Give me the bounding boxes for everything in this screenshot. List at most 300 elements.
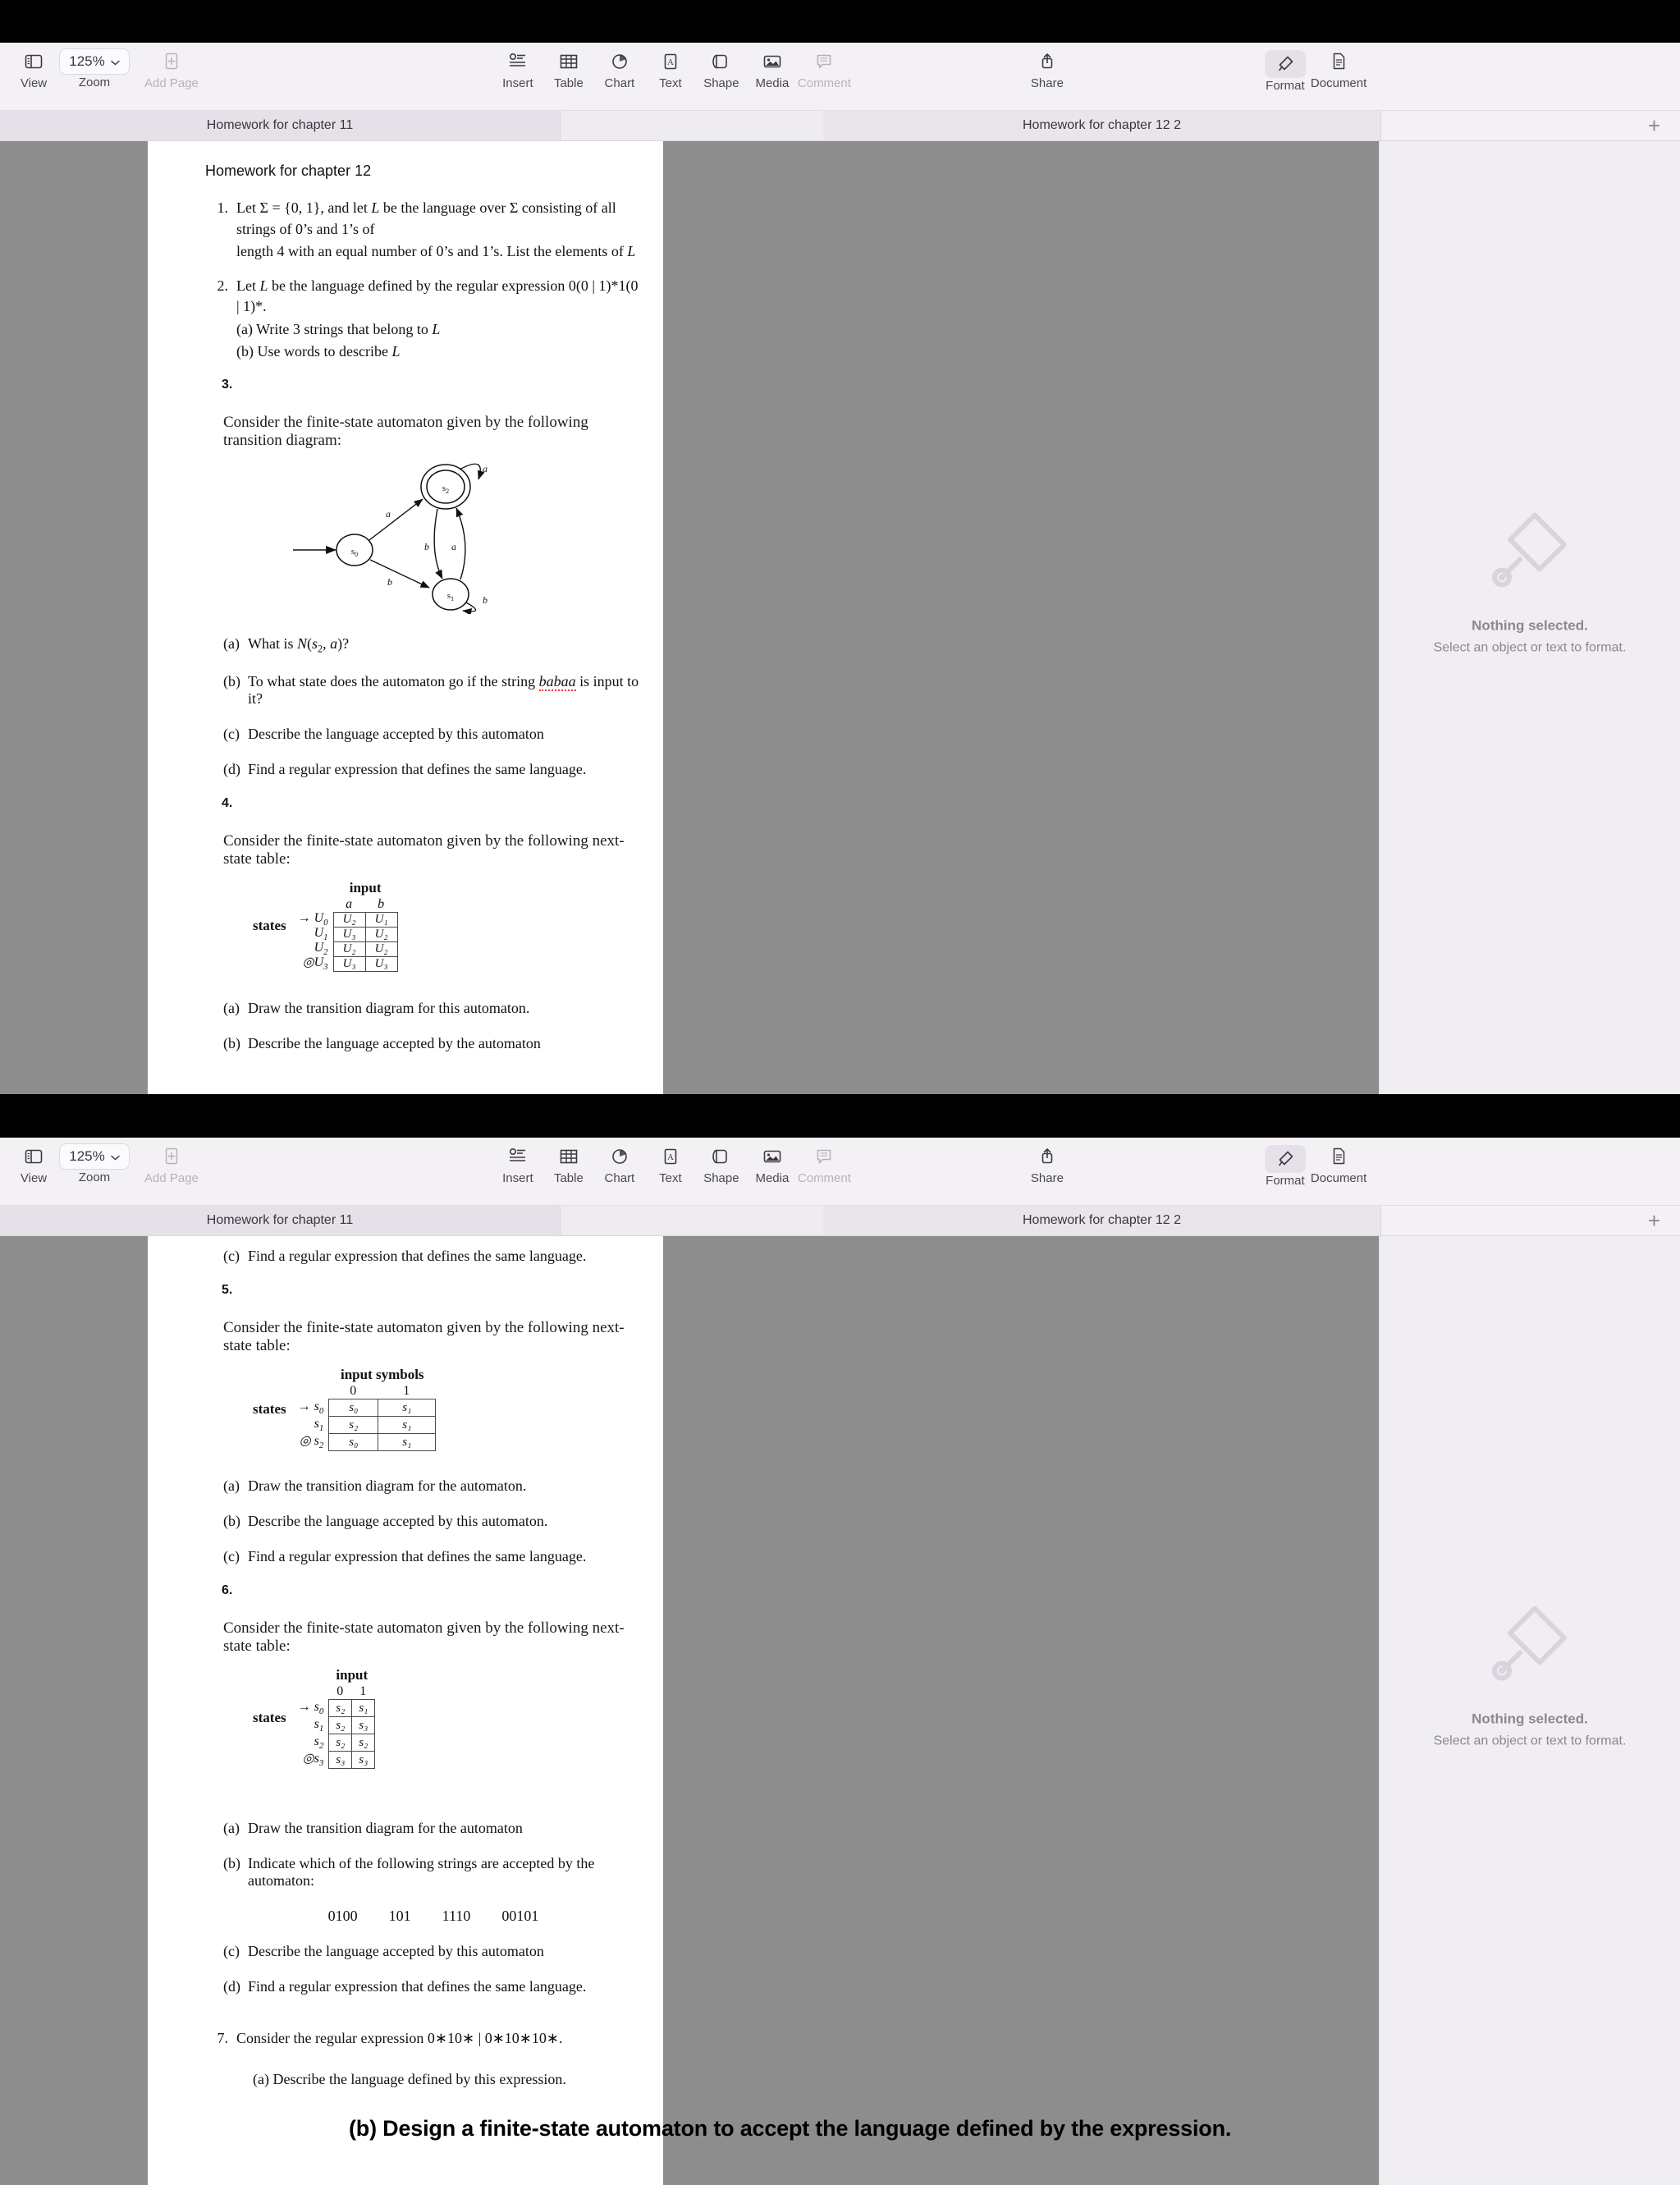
question-2 xyxy=(205,276,643,363)
insert-icon xyxy=(508,48,528,76)
svg-text:a: a xyxy=(386,507,391,520)
shape-button[interactable] xyxy=(696,43,747,90)
q5-b xyxy=(223,1513,643,1530)
cell: s₂ xyxy=(329,1700,352,1717)
text-label: Text xyxy=(659,1171,682,1185)
shape-button[interactable] xyxy=(696,1138,747,1185)
q5-a-label: (a) xyxy=(223,1477,240,1494)
q3-c-label: (c) xyxy=(223,726,240,743)
canvas-filler xyxy=(811,141,1379,1094)
sidebar-icon xyxy=(25,1143,43,1170)
q2-sub-b xyxy=(236,341,643,363)
insert-button[interactable] xyxy=(492,1138,543,1185)
question-6-number: 6. xyxy=(222,1583,233,1597)
test-string: 101 xyxy=(388,1908,411,1924)
row-label-1: $s_1$ xyxy=(314,1717,324,1734)
q1-line2-L: L xyxy=(627,243,636,260)
row-label-3: $◎U_3$ xyxy=(302,955,328,973)
add-page-icon xyxy=(163,48,180,76)
table4-col-b: b xyxy=(378,897,385,912)
states-label: states xyxy=(253,1710,286,1725)
table5-body xyxy=(328,1399,436,1451)
svg-text:A: A xyxy=(666,1152,674,1162)
q7-a-text: (a) Describe the language defined by this expression. xyxy=(253,2070,566,2087)
table5-col-0: 0 xyxy=(350,1384,357,1398)
q6-b-text: Indicate which of the following strings are accepted by the automaton: xyxy=(248,1855,595,1889)
question-text xyxy=(236,198,643,263)
insert-label: Insert xyxy=(502,76,533,90)
q6-c xyxy=(223,1943,643,1960)
q1-line2-a: length 4 with an equal number of 0’s and 1’s. List the elements of xyxy=(236,243,628,260)
text-button[interactable] xyxy=(645,1138,696,1185)
document-tab-chapter-12-2[interactable] xyxy=(823,111,1381,140)
document-button[interactable] xyxy=(1311,1138,1366,1185)
q3-c xyxy=(223,726,643,743)
states-label: states xyxy=(253,1400,286,1417)
document-button[interactable] xyxy=(1311,43,1366,90)
comment-label: Comment xyxy=(797,1171,851,1185)
tab-strip-filler xyxy=(1381,1206,1680,1235)
cell: U₂ xyxy=(333,913,365,928)
table-row xyxy=(333,913,397,928)
paintbrush-placeholder-icon xyxy=(1484,504,1576,600)
media-button[interactable] xyxy=(747,1138,798,1185)
format-panel-title: Nothing selected. xyxy=(1472,1711,1588,1727)
pages-window-bottom xyxy=(0,1138,1680,2185)
question-4c xyxy=(223,1248,643,1265)
q1-part-a: Let Σ = {0, 1}, and let xyxy=(236,199,372,216)
row-label-2: $U_2$ xyxy=(314,940,328,958)
shape-icon xyxy=(712,1143,731,1170)
document-tab-strip-top xyxy=(0,111,1680,141)
format-panel-subtitle: Select an object or text to format. xyxy=(1433,1734,1627,1748)
misspelled-word: babaa xyxy=(538,673,576,690)
media-button[interactable] xyxy=(747,43,798,90)
q2-sub-a xyxy=(236,319,643,341)
row-label-3: $◎s_3$ xyxy=(302,1752,324,1769)
question-6-prose: Consider the finite-state automaton given by the following next-state table: xyxy=(223,1619,625,1655)
page-title: Homework for chapter 12 xyxy=(205,163,372,179)
question-6-sublist xyxy=(223,1820,643,1995)
add-page-label: Add Page xyxy=(144,1171,199,1185)
question-3-sublist xyxy=(223,635,643,779)
add-page-label: Add Page xyxy=(144,76,199,90)
question-7-text: Consider the regular expression 0∗10∗ | 0∗10∗10∗. xyxy=(236,2030,563,2046)
cell: s₂ xyxy=(352,1734,375,1752)
zoom-label: Zoom xyxy=(78,76,111,89)
share-label: Share xyxy=(1030,76,1064,90)
table-label: Table xyxy=(553,1171,584,1185)
table6-col-1: 1 xyxy=(359,1684,367,1698)
table-row xyxy=(329,1434,436,1451)
cell: s₀ xyxy=(329,1434,378,1451)
q6-c-text: Describe the language accepted by this automaton xyxy=(248,1943,544,1959)
cell: U₃ xyxy=(333,957,365,972)
svg-text:s1: $s_1$ xyxy=(446,590,455,602)
row-label-2: $s_2$ xyxy=(314,1734,324,1752)
table5-row-labels xyxy=(298,1368,324,1450)
q2-b-text: (b) Use words to describe xyxy=(236,343,392,360)
tab-label: Homework for chapter 11 xyxy=(206,118,354,132)
q3-a-s: s xyxy=(312,634,318,652)
q5-b-label: (b) xyxy=(223,1513,240,1529)
q4-a-label: (a) xyxy=(223,1000,240,1017)
q4-c-text: Find a regular expression that defines the same language. xyxy=(248,1248,587,1264)
q3-b-label: (b) xyxy=(223,673,240,690)
cell: s₃ xyxy=(352,1752,375,1769)
row-label-0: → $s_0$ xyxy=(297,1399,324,1417)
media-label: Media xyxy=(755,76,790,90)
new-tab-button[interactable]: + xyxy=(1647,113,1660,138)
table5-column-headers xyxy=(328,1384,436,1399)
toolbar-bottom xyxy=(0,1138,1680,1206)
share-icon xyxy=(1038,48,1056,76)
middle-black-bar xyxy=(0,1094,1680,1138)
q4-b-label: (b) xyxy=(223,1035,240,1052)
next-state-table-5 xyxy=(253,1367,643,1451)
paintbrush-icon xyxy=(1265,1145,1306,1173)
q6-test-strings xyxy=(223,1908,643,1925)
share-button[interactable] xyxy=(1022,1138,1073,1185)
table6-group-header: input xyxy=(336,1667,369,1683)
shape-label: Shape xyxy=(703,76,739,90)
table4-column-headers xyxy=(333,897,398,912)
q2-a-text: (a) Write 3 strings that belong to xyxy=(236,320,433,337)
document-tab-strip-bottom xyxy=(0,1206,1680,1236)
media-icon xyxy=(762,48,782,76)
table-icon xyxy=(559,48,579,76)
test-string: 1110 xyxy=(442,1908,471,1924)
q6-a xyxy=(223,1820,643,1837)
q3-d-label: (d) xyxy=(223,761,240,778)
q3-a-a: a xyxy=(330,634,338,652)
q6-d xyxy=(223,1978,643,1995)
toolbar-top xyxy=(0,43,1680,111)
q4-c xyxy=(223,1248,643,1265)
q4-b xyxy=(223,1035,643,1052)
q4-b-text: Describe the language accepted by the automaton xyxy=(248,1035,541,1052)
share-label: Share xyxy=(1030,1171,1064,1185)
q5-a-text: Draw the transition diagram for the automaton. xyxy=(248,1477,527,1494)
add-page-icon xyxy=(163,1143,180,1170)
new-tab-button[interactable]: + xyxy=(1647,1208,1660,1233)
question-5-prose: Consider the finite-state automaton given by the following next-state table: xyxy=(223,1319,625,1354)
cell: s₃ xyxy=(352,1717,375,1734)
text-button[interactable] xyxy=(645,43,696,90)
question-number: 1. xyxy=(217,199,228,216)
table-label: Table xyxy=(553,76,584,90)
row-label-1: $U_1$ xyxy=(314,925,328,943)
q2-a-L: L xyxy=(432,320,441,337)
row-label-1: $s_1$ xyxy=(314,1417,324,1434)
cell: s₂ xyxy=(329,1734,352,1752)
tab-gap xyxy=(561,1206,823,1235)
zoom-label: Zoom xyxy=(78,1170,111,1184)
q4-c-label: (c) xyxy=(223,1248,240,1264)
format-button[interactable] xyxy=(1260,1138,1311,1188)
add-page-button[interactable] xyxy=(144,43,199,90)
table-row xyxy=(333,928,397,942)
canvas-left-margin xyxy=(0,141,148,1094)
q3-a-N: N xyxy=(297,634,308,652)
q3-a-t1: What is xyxy=(248,634,297,652)
svg-text:A: A xyxy=(666,57,674,67)
q3-a xyxy=(223,635,643,656)
q5-c-text: Find a regular expression that defines the same language. xyxy=(248,1548,587,1564)
cell: s₂ xyxy=(329,1417,378,1434)
view-label: View xyxy=(20,1171,48,1185)
cell: s₁ xyxy=(378,1434,436,1451)
q3-d xyxy=(223,761,643,778)
tab-strip-filler xyxy=(1381,111,1680,140)
zoom-value: 125% xyxy=(69,1148,105,1164)
cell: U₃ xyxy=(333,928,365,942)
question-3-prose: Consider the finite-state automaton given by the following transition diagram: xyxy=(223,413,588,449)
question-4-sublist xyxy=(223,1000,643,1052)
table6-column-headers xyxy=(328,1684,375,1699)
share-icon xyxy=(1038,1143,1056,1170)
top-black-bar xyxy=(0,0,1680,43)
chevron-down-icon xyxy=(111,53,120,70)
text-label: Text xyxy=(659,76,682,90)
format-panel-subtitle: Select an object or text to format. xyxy=(1433,640,1627,655)
q2-part-a: Let xyxy=(236,277,260,294)
paintbrush-icon xyxy=(1265,50,1306,78)
canvas-right-margin xyxy=(663,1236,811,2185)
add-page-button[interactable] xyxy=(144,1138,199,1185)
q2-italic-L: L xyxy=(259,277,268,294)
q3-a-t4: )? xyxy=(337,634,350,652)
tab-label: Homework for chapter 12 2 xyxy=(1023,118,1181,132)
table-row xyxy=(329,1417,436,1434)
q1-part-c: be the language over Σ consisting of all strings of 0’s and 1’s of xyxy=(236,199,616,237)
chevron-down-icon xyxy=(111,1148,120,1165)
row-label-2: ◎ $s_2$ xyxy=(299,1434,324,1451)
q5-c-label: (c) xyxy=(223,1548,240,1564)
question-5-number: 5. xyxy=(222,1283,233,1297)
table6-col-0: 0 xyxy=(336,1684,344,1698)
format-panel-title: Nothing selected. xyxy=(1472,617,1588,634)
media-icon xyxy=(762,1143,782,1170)
q3-b-text xyxy=(248,673,643,708)
cell: s₃ xyxy=(329,1752,352,1769)
cell: s₁ xyxy=(378,1417,436,1434)
question-list xyxy=(205,198,643,363)
next-state-table-4 xyxy=(253,880,643,972)
q2-part-c: be the language defined by the regular expression 0(0 | 1)*1(0 | 1)*. xyxy=(236,277,639,315)
question-text xyxy=(236,276,643,363)
table-row xyxy=(329,1700,375,1717)
table6-body xyxy=(328,1699,375,1769)
q3-c-text: Describe the language accepted by this automaton xyxy=(248,726,544,743)
comment-label: Comment xyxy=(797,76,851,90)
table-icon xyxy=(559,1143,579,1170)
q7-a xyxy=(253,2071,643,2088)
document-label: Document xyxy=(1310,76,1367,90)
view-label: View xyxy=(20,76,48,90)
document-page-top[interactable] xyxy=(148,141,663,1094)
chart-button[interactable] xyxy=(594,1138,645,1185)
view-button[interactable] xyxy=(8,1138,59,1185)
cell: U₂ xyxy=(333,942,365,957)
question-number: 2. xyxy=(217,277,228,294)
q3-a-text xyxy=(248,635,349,656)
question-1 xyxy=(205,198,643,263)
q6-d-label: (d) xyxy=(223,1978,240,1995)
q6-c-label: (c) xyxy=(223,1943,240,1959)
svg-text:b: b xyxy=(483,593,488,606)
q3-a-t3: , xyxy=(323,634,331,652)
cell: s₀ xyxy=(329,1399,378,1417)
q3-a-t2: ( xyxy=(307,634,313,652)
format-panel-bottom xyxy=(1379,1236,1680,2185)
q3-b xyxy=(223,673,643,708)
format-panel-top xyxy=(1379,141,1680,1094)
svg-text:b: b xyxy=(424,540,429,552)
text-box-icon xyxy=(661,1143,680,1170)
q1-line2 xyxy=(236,241,643,263)
transition-diagram xyxy=(205,458,643,614)
q6-a-text: Draw the transition diagram for the automaton xyxy=(248,1820,523,1836)
view-button[interactable] xyxy=(8,43,59,90)
q2-b-L: L xyxy=(391,343,401,360)
q5-a xyxy=(223,1477,643,1495)
zoom-value: 125% xyxy=(69,53,105,69)
svg-text:a: a xyxy=(451,540,456,552)
q4-a xyxy=(223,1000,643,1017)
question-number: 7. xyxy=(217,2030,228,2046)
format-label: Format xyxy=(1266,79,1305,93)
zoom-dropdown[interactable] xyxy=(59,1143,129,1170)
document-tab-chapter-12-2[interactable] xyxy=(823,1206,1381,1235)
test-string: 0100 xyxy=(327,1908,358,1924)
canvas-area-top xyxy=(0,141,1680,1094)
q1-italic-L: L xyxy=(371,199,380,216)
q5-c xyxy=(223,1548,643,1565)
shape-icon xyxy=(712,48,731,76)
row-label-0: → $s_0$ xyxy=(297,1700,324,1717)
chart-icon xyxy=(610,1143,629,1170)
chart-button[interactable] xyxy=(594,43,645,90)
next-state-table-6 xyxy=(253,1667,643,1769)
q6-d-text: Find a regular expression that defines the same language. xyxy=(248,1978,587,1995)
media-label: Media xyxy=(755,1171,790,1185)
table-row xyxy=(329,1717,375,1734)
q3-d-text: Find a regular expression that defines the same language. xyxy=(248,761,587,778)
table-row xyxy=(329,1752,375,1769)
cell: U₃ xyxy=(365,957,397,972)
table4-body xyxy=(333,912,398,972)
q6-b-label: (b) xyxy=(223,1855,240,1871)
table4-group-header: input xyxy=(349,880,382,896)
question-4-number: 4. xyxy=(222,796,233,811)
table4-col-a: a xyxy=(346,897,353,912)
canvas-right-margin xyxy=(663,141,811,1094)
table-row xyxy=(333,957,397,972)
svg-text:b: b xyxy=(387,575,392,588)
overlay-caption: (b) Design a finite-state automaton to accept the language defined by the expression. xyxy=(349,2116,1232,2141)
cell: s₁ xyxy=(352,1700,375,1717)
cell: U₂ xyxy=(365,928,397,942)
insert-label: Insert xyxy=(502,1171,533,1185)
svg-text:a: a xyxy=(483,462,488,474)
table-row xyxy=(329,1734,375,1752)
table5-col-1: 1 xyxy=(403,1384,410,1398)
q3-a-sub: 2 xyxy=(318,643,323,655)
fsa-svg xyxy=(277,458,572,614)
svg-text:s2: $s_2$ xyxy=(442,483,450,495)
q5-b-text: Describe the language accepted by this automaton. xyxy=(248,1513,548,1529)
shape-label: Shape xyxy=(703,1171,739,1185)
table-button[interactable] xyxy=(543,1138,594,1185)
sidebar-icon xyxy=(25,48,43,76)
canvas-filler xyxy=(811,1236,1379,2185)
comment-icon xyxy=(814,1143,834,1170)
tab-label: Homework for chapter 11 xyxy=(206,1213,354,1227)
table4-row-labels xyxy=(297,882,328,973)
pages-window-top xyxy=(0,43,1680,1094)
share-button[interactable] xyxy=(1022,43,1073,90)
document-page-bottom[interactable] xyxy=(148,1236,663,2185)
question-4-prose: Consider the finite-state automaton given by the following next-state table: xyxy=(223,832,625,868)
chart-icon xyxy=(610,48,629,76)
table-button[interactable] xyxy=(543,43,594,90)
chart-label: Chart xyxy=(604,1171,635,1185)
tab-gap xyxy=(561,111,823,140)
document-tab-chapter-11[interactable] xyxy=(0,1206,561,1235)
tab-label: Homework for chapter 12 2 xyxy=(1023,1213,1181,1227)
canvas-area-bottom xyxy=(0,1236,1680,2185)
text-box-icon xyxy=(661,48,680,76)
table-row xyxy=(333,942,397,957)
states-label: states xyxy=(253,918,286,934)
document-icon xyxy=(1330,1143,1347,1170)
document-icon xyxy=(1330,48,1347,76)
comment-button[interactable] xyxy=(798,1138,851,1185)
svg-text:s0: $s_0$ xyxy=(350,546,359,558)
q3-a-label: (a) xyxy=(223,634,240,652)
insert-icon xyxy=(508,1143,528,1170)
table-row xyxy=(329,1399,436,1417)
question-5-sublist xyxy=(223,1477,643,1565)
question-7 xyxy=(205,2028,643,2050)
q6-a-label: (a) xyxy=(223,1820,240,1836)
row-label-0: → $U_0$ xyxy=(297,910,328,928)
question-3-number: 3. xyxy=(222,377,233,392)
q4-a-text: Draw the transition diagram for this automaton. xyxy=(248,1000,530,1017)
canvas-left-margin xyxy=(0,1236,148,2185)
zoom-dropdown[interactable] xyxy=(59,48,129,75)
table5-group-header: input symbols xyxy=(340,1367,424,1382)
document-label: Document xyxy=(1310,1171,1367,1185)
table6-row-labels xyxy=(298,1669,324,1767)
comment-button[interactable] xyxy=(798,43,851,90)
insert-button[interactable] xyxy=(492,43,543,90)
chart-label: Chart xyxy=(604,76,635,90)
q6-b xyxy=(223,1855,643,1890)
format-button[interactable] xyxy=(1260,43,1311,93)
q3-b-t1: To what state does the automaton go if the string xyxy=(248,673,539,690)
cell: U₁ xyxy=(365,913,397,928)
cell: U₂ xyxy=(365,942,397,957)
q3-b-t2: is input to it? xyxy=(248,673,639,708)
document-tab-chapter-11[interactable] xyxy=(0,111,561,140)
cell: s₁ xyxy=(378,1399,436,1417)
test-string: 00101 xyxy=(501,1908,539,1924)
paintbrush-placeholder-icon xyxy=(1484,1596,1576,1693)
cell: s₂ xyxy=(329,1717,352,1734)
format-label: Format xyxy=(1266,1174,1305,1188)
